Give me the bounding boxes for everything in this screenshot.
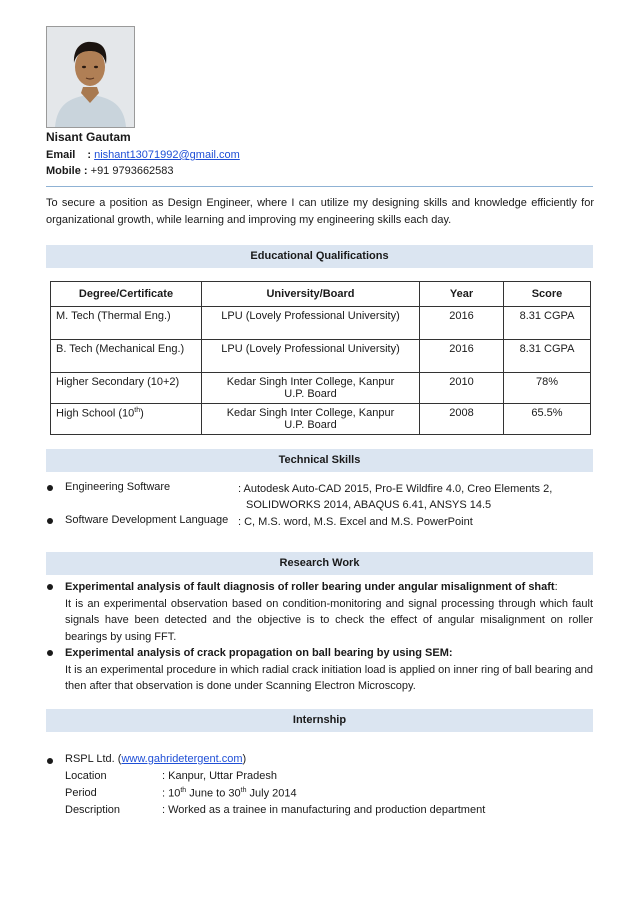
score-cell: 78% [504, 373, 591, 404]
year-cell: 2016 [420, 340, 504, 373]
board-type: U.P. Board [284, 388, 337, 400]
col-score: Score [504, 282, 591, 307]
mobile-number: +91 9793662583 [90, 165, 174, 177]
internship-company: RSPL Ltd. (www.gahridetergent.com) [65, 753, 247, 765]
email-label: Email [46, 149, 76, 161]
description-label: Description [65, 804, 121, 816]
research-body: It is an experimental observation based on condition-monitoring and signal processing through which fault signals have been detected and the objective is to check the effect of angular misalignment on roller bearings by using FFT. [65, 597, 593, 643]
table-header-row [51, 282, 591, 307]
objective-text: To secure a position as Design Engineer, where I can utilize my designing skills and knowledge efficiently for organizational growth, while learning and improving my engineering skills each day. [46, 197, 594, 226]
location-value: : Kanpur, Uttar Pradesh [162, 770, 277, 782]
research-heading: Experimental analysis of fault diagnosis of roller bearing under angular misalignment of shaft [65, 581, 555, 593]
skill-value: : C, M.S. word, M.S. Excel and M.S. PowerPoint [238, 516, 473, 528]
bullet-icon [47, 584, 53, 590]
board-type: U.P. Board [284, 419, 337, 431]
skill-key: Engineering Software [65, 481, 171, 493]
skill-value [238, 481, 552, 513]
table-row [51, 307, 591, 340]
year-cell: 2008 [420, 404, 504, 435]
skill-value-line: SOLIDWORKS 2014, ABAQUS 6.41, ANSYS 14.5 [246, 499, 492, 511]
company-link[interactable]: www.gahridetergent.com [121, 753, 243, 765]
education-table [50, 281, 591, 435]
skill-value-line: : Autodesk Auto-CAD 2015, Pro-E Wildfire 4.0, Creo Elements 2, [238, 483, 553, 495]
board-cell: LPU (Lovely Professional University) [202, 307, 420, 340]
degree-cell: Higher Secondary (10+2) [51, 373, 202, 404]
score-cell: 8.31 CGPA [504, 340, 591, 373]
degree-cell: B. Tech (Mechanical Eng.) [51, 340, 202, 373]
profile-photo [46, 26, 135, 128]
board-name: Kedar Singh Inter College, Kanpur [226, 407, 395, 419]
research-item: Experimental analysis of fault diagnosis of roller bearing under angular misalignment of shaft: It is an experimental observation based on condition-monitoring and signal processing through which fault signals have been detected and the objective is to check the effect of angular misalignment on roller bearings by using FFT. [65, 579, 593, 645]
table-row [51, 404, 591, 435]
description-value: : Worked as a trainee in manufacturing and production department [162, 804, 486, 816]
location-label: Location [65, 770, 107, 782]
col-degree: Degree/Certificate [51, 282, 202, 307]
bullet-icon [47, 518, 53, 524]
section-research: Research Work [46, 552, 593, 575]
research-item [65, 645, 593, 695]
bullet-icon [47, 485, 53, 491]
research-heading: Experimental analysis of crack propagation on ball bearing by using SEM: [65, 647, 453, 659]
board-cell: LPU (Lovely Professional University) [202, 340, 420, 373]
bullet-icon [47, 758, 53, 764]
mobile-label: Mobile [46, 165, 81, 177]
email-line: Email : nishant13071992@gmail.com [46, 149, 240, 161]
person-photo-icon [47, 27, 134, 127]
email-link[interactable]: nishant13071992@gmail.com [94, 149, 240, 161]
board-cell [202, 404, 420, 435]
score-cell: 65.5% [504, 404, 591, 435]
period-label: Period [65, 787, 97, 799]
candidate-name: Nisant Gautam [46, 130, 131, 144]
table-row [51, 373, 591, 404]
degree-cell: M. Tech (Thermal Eng.) [51, 307, 202, 340]
mobile-line: Mobile : +91 9793662583 [46, 165, 174, 177]
table-row [51, 340, 591, 373]
period-value: : 10th June to 30th July 2014 [162, 787, 297, 800]
board-cell [202, 373, 420, 404]
score-cell: 8.31 CGPA [504, 307, 591, 340]
header-divider [46, 186, 593, 187]
board-name: Kedar Singh Inter College, Kanpur [226, 376, 395, 388]
year-cell: 2010 [420, 373, 504, 404]
bullet-icon [47, 650, 53, 656]
year-cell: 2016 [420, 307, 504, 340]
col-board: University/Board [202, 282, 420, 307]
section-internship: Internship [46, 709, 593, 732]
skill-key: Software Development Language [65, 514, 229, 526]
section-education: Educational Qualifications [46, 245, 593, 268]
research-body: It is an experimental procedure in which radial crack initiation load is applied on inner ring of ball bearing and then after that observation is done under Scanning Electron Microscopy. [65, 663, 593, 692]
section-skills: Technical Skills [46, 449, 593, 472]
col-year: Year [420, 282, 504, 307]
degree-cell: High School (10th) [51, 404, 202, 435]
